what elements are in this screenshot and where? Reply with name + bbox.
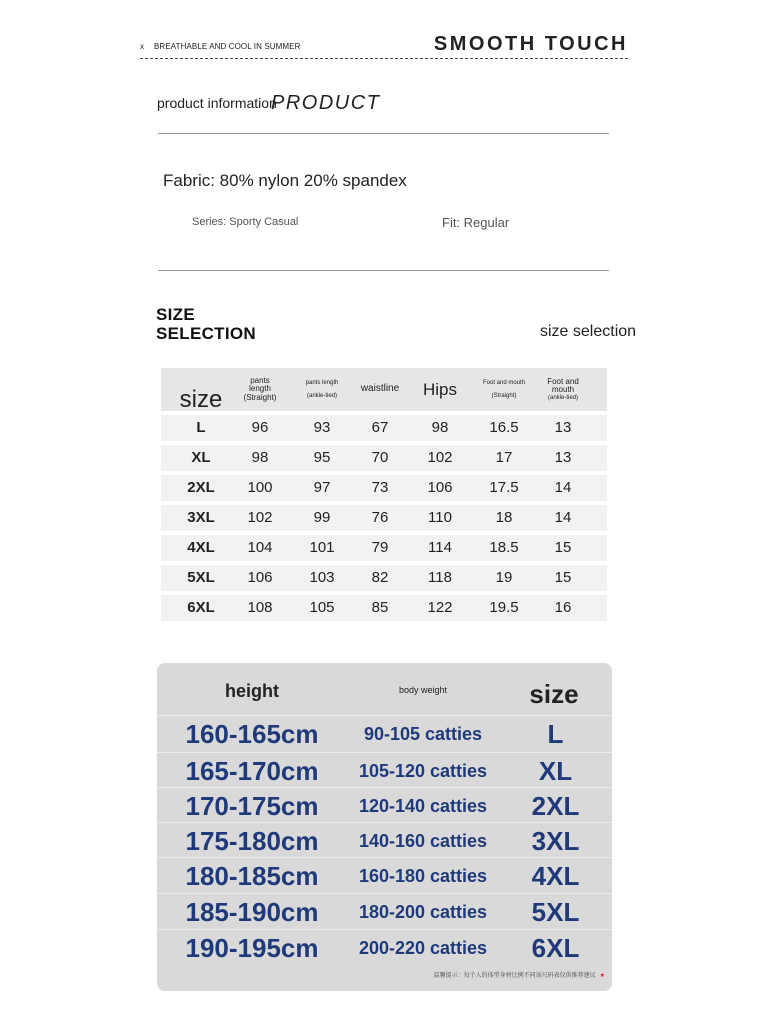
x-mark: x	[140, 42, 144, 51]
size-table-cell: 101	[309, 539, 335, 556]
size-table-cell: 100	[247, 479, 273, 496]
fit-note: 温馨提示：每个人的体型身材比例不同该尺码表仅供推荐建议 ★	[433, 973, 605, 979]
size-table-cell: L	[196, 419, 206, 436]
size-table-cell: 106	[427, 479, 453, 496]
header-hips: Hips	[422, 379, 457, 399]
size-table-cell: 17.5	[489, 479, 519, 496]
weight-range: 105-120 catties	[358, 761, 488, 781]
height-weight-row	[157, 787, 612, 822]
header-foot-mouth-tied: Foot and mouth (ankle-tied)	[547, 376, 579, 401]
size-table-cell: 105	[309, 599, 335, 616]
divider	[158, 133, 609, 134]
header-waistline: waistline	[360, 383, 400, 395]
size-table-cell: 97	[313, 479, 331, 496]
size-table-cell: 16	[554, 599, 572, 616]
product-info-label: product information	[157, 95, 277, 111]
size-table-cell: 18.5	[489, 539, 519, 556]
size-label: 4XL	[531, 861, 580, 891]
size-table-cell: 122	[427, 599, 453, 616]
top-bar	[140, 32, 628, 59]
fit-text: Fit: Regular	[442, 215, 510, 230]
size-table-cell: 67	[371, 419, 389, 436]
size-table-cell: 82	[371, 569, 389, 586]
size-table-cell: 3XL	[187, 509, 215, 526]
size-table-cell: 15	[554, 569, 572, 586]
fabric-text: Fabric: 80% nylon 20% spandex	[163, 171, 407, 190]
height-range: 175-180cm	[185, 826, 319, 856]
size-table-cell: 76	[371, 509, 389, 526]
size-table-cell: 79	[371, 539, 389, 556]
size-table-cell: 16.5	[489, 419, 519, 436]
size-table-cell: 118	[428, 569, 452, 586]
size-table-cell: 114	[428, 539, 452, 556]
weight-range: 200-220 catties	[358, 938, 488, 958]
height-weight-table	[157, 663, 612, 991]
height-weight-row	[157, 929, 612, 964]
height-range: 165-170cm	[185, 756, 319, 786]
size-table-cell: 17	[495, 449, 513, 466]
header-foot-mouth-straight: Foot and mouth (Straight)	[482, 379, 526, 400]
size-label: L	[547, 719, 564, 749]
height-weight-row	[157, 822, 612, 857]
size-table-cell: 13	[554, 419, 572, 436]
size-table-cell: 14	[554, 479, 572, 496]
size-table-cell: 85	[371, 599, 389, 616]
size-section-title	[156, 305, 256, 343]
height-range: 160-165cm	[185, 719, 319, 749]
size-label: XL	[538, 756, 573, 786]
size-table-cell: 102	[247, 509, 273, 526]
size-table-cell: 98	[431, 419, 449, 436]
size-table-row	[161, 415, 607, 441]
tagline: BREATHABLE AND COOL IN SUMMER	[154, 42, 301, 51]
size-label: 2XL	[531, 791, 580, 821]
size-selection-subtitle: size selection	[540, 323, 637, 340]
size-table-cell: 73	[371, 479, 389, 496]
height-range: 185-190cm	[185, 897, 319, 927]
size-table-cell: 98	[251, 449, 269, 466]
size-table-header	[161, 368, 607, 411]
weight-range: 90-105 catties	[363, 724, 483, 744]
size-table-row	[161, 475, 607, 501]
size-table-cell: 19.5	[489, 599, 519, 616]
size-table-cell: 2XL	[187, 479, 215, 496]
height-weight-row	[157, 715, 612, 750]
height-weight-row	[157, 893, 612, 928]
size-table-cell: 5XL	[187, 569, 215, 586]
size-table-row	[161, 565, 607, 591]
size-table-cell: 95	[313, 449, 331, 466]
size-label: 3XL	[531, 826, 580, 856]
size-table-cell: 106	[247, 569, 273, 586]
size-table-row	[161, 445, 607, 471]
size-table-row	[161, 595, 607, 621]
header-height: height	[225, 681, 279, 701]
size-table-cell: 70	[371, 449, 389, 466]
size-table-cell: 96	[251, 419, 269, 436]
size-label: 6XL	[531, 933, 580, 963]
size-table-cell: 99	[313, 509, 331, 526]
size-title-line2: SELECTION	[156, 324, 256, 343]
height-range: 190-195cm	[185, 933, 319, 963]
size-table-cell: 104	[247, 539, 273, 556]
height-weight-row	[157, 857, 612, 892]
series-text: Series: Sporty Casual	[192, 216, 299, 228]
weight-range: 160-180 catties	[358, 866, 488, 886]
size-table-cell: 110	[428, 509, 452, 526]
size-label: 5XL	[531, 897, 580, 927]
size-table-cell: 18	[495, 509, 513, 526]
brand-title: SMOOTH TOUCH	[433, 33, 628, 55]
product-title: PRODUCT	[271, 92, 381, 114]
weight-range: 120-140 catties	[358, 796, 488, 816]
header-size: size	[179, 385, 223, 413]
header-pants-length: pants length (Straight)	[243, 375, 277, 402]
header-body-weight: body weight	[398, 685, 448, 695]
divider	[158, 270, 609, 271]
size-table-cell: 15	[554, 539, 572, 556]
size-table-cell: XL	[191, 449, 211, 466]
height-weight-row	[157, 752, 612, 787]
weight-range: 180-200 catties	[358, 902, 488, 922]
size-table-cell: 13	[554, 449, 572, 466]
size-table-cell: 4XL	[187, 539, 215, 556]
header-size: size	[529, 679, 579, 709]
size-table-cell: 93	[313, 419, 331, 436]
size-table	[161, 368, 607, 621]
size-table-row	[161, 505, 607, 531]
size-table-cell: 108	[247, 599, 273, 616]
size-table-cell: 102	[427, 449, 453, 466]
weight-range: 140-160 catties	[358, 831, 488, 851]
size-table-cell: 14	[554, 509, 572, 526]
star-icon: ★	[599, 973, 605, 979]
size-table-cell: 19	[495, 569, 513, 586]
size-table-cell: 6XL	[187, 599, 215, 616]
header-pants-length-tied: pants length (ankle-tied)	[305, 379, 339, 400]
size-table-cell: 103	[309, 569, 335, 586]
height-weight-header	[157, 663, 612, 715]
size-title-line1: SIZE	[156, 305, 195, 324]
height-range: 180-185cm	[185, 861, 319, 891]
height-range: 170-175cm	[185, 791, 319, 821]
size-table-body	[161, 415, 607, 621]
size-table-row	[161, 535, 607, 561]
